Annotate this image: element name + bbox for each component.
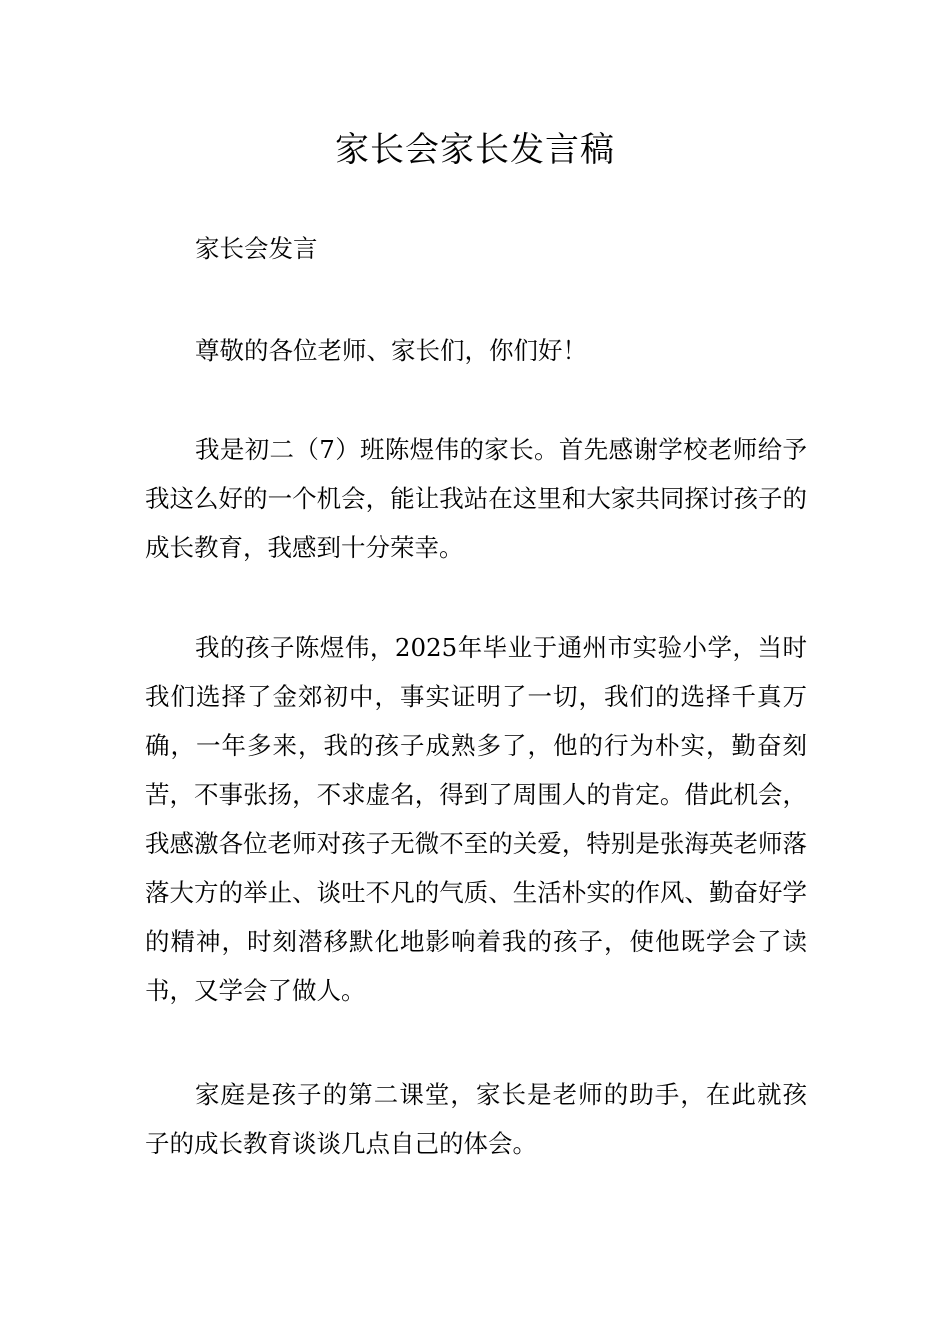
child-paragraph: 我的孩子陈煜伟，2025年毕业于通州市实验小学，当时我们选择了金郊初中，事实证明了一切，我们的选择千真万确，一年多来，我的孩子成熟多了，他的行为朴实，勤奋刻苦，不事张扬，不求虚名，得到了周围人的肯定。借此机会，我感激各位老师对孩子无微不至的关爱，特别是张海英老师落落大方的举止、谈吐不凡的气质、生活朴实的作风、勤奋好学的精神，时刻潜移默化地影响着我的孩子，使他既学会了读书，又学会了做人。 — [145, 633, 807, 1005]
family-paragraph: 家庭是孩子的第二课堂，家长是老师的助手，在此就孩子的成长教育谈谈几点自己的体会。 — [145, 1080, 807, 1158]
section-heading: 家长会发言 — [195, 234, 318, 263]
document-title: 家长会家长发言稿 — [335, 130, 615, 170]
greeting-paragraph: 尊敬的各位老师、家长们，你们好！ — [195, 336, 587, 365]
intro-paragraph: 我是初二（7）班陈煜伟的家长。首先感谢学校老师给予我这么好的一个机会，能让我站在这里和大家共同探讨孩子的成长教育，我感到十分荣幸。 — [145, 435, 807, 562]
